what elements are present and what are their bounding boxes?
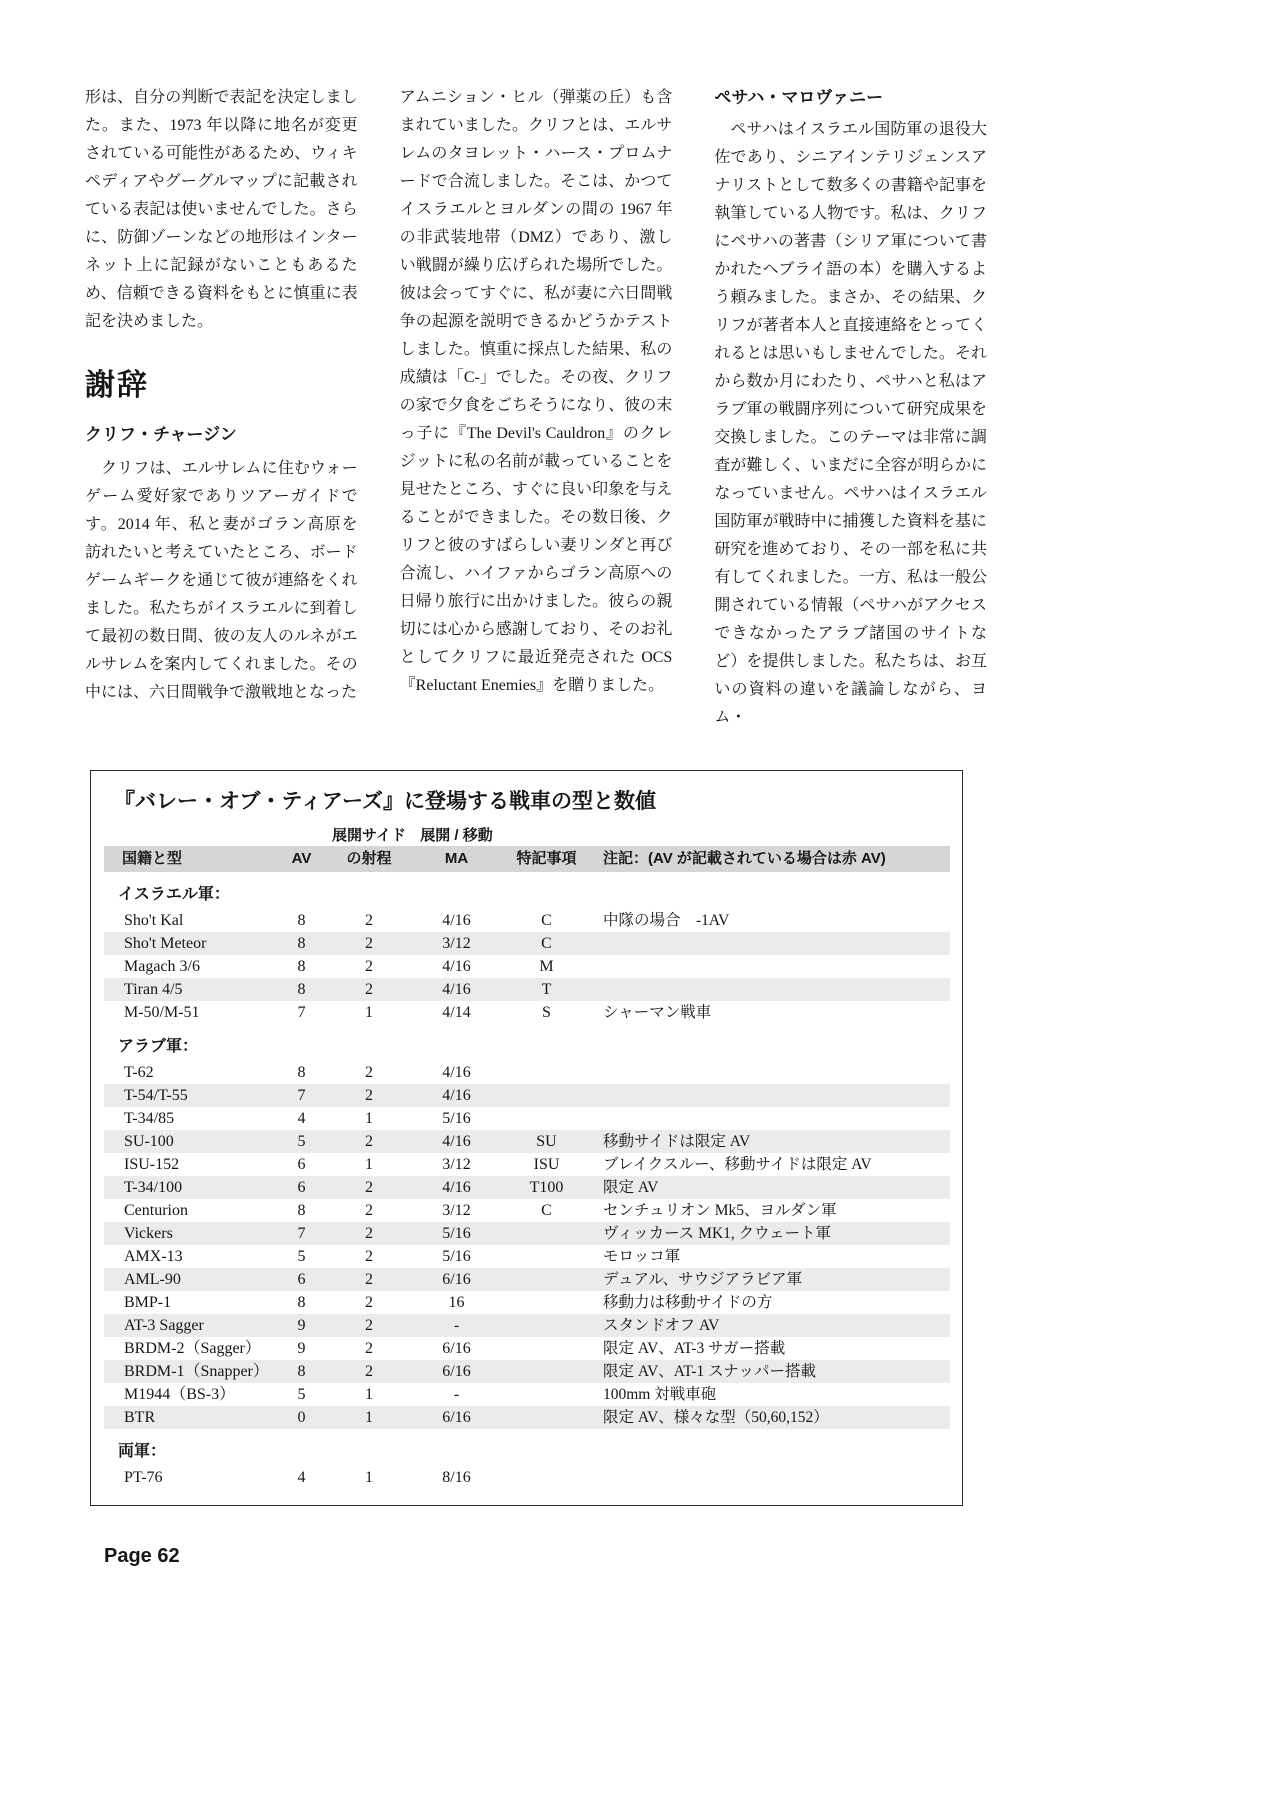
- cell-av: 5: [297, 1132, 306, 1150]
- cell-av: 8: [297, 1293, 306, 1311]
- cell-note: センチュリオン Mk5、ヨルダン軍: [603, 1201, 837, 1219]
- paragraph-pesach: ペサハはイスラエル国防軍の退役大佐であり、シニアインテリジェンスアナリストとして数多くの書籍や記事を執筆している人物です。私は、クリフにペサハの著書（シリア軍について書かれたヘブライ語の本）を購入するよう頼みました。まさか、その結果、クリフが著者本人と直接連絡をとってくれるとは思いもしませんでした。それから数か月にわたり、ペサハと私はアラブ軍の戦闘序列について研究成果を交換しました。このテーマは非常に調査が難しく、いまだに全容が明らかになっていません。ペサハはイスラエル国防軍が戦時中に捕獲した資料を基に研究を進めており、その一部を私に共有してくれました。一方、私は一般公開されている情報（ペサハがアクセスできなかったアラブ諸国のサイトなど）を提供しました。私たちは、お互いの資料の違いを議論しながら、ヨム・: [714, 121, 988, 726]
- cell-special: T: [541, 980, 552, 998]
- cell-range: 2: [365, 1339, 373, 1357]
- cell-special: [504, 1406, 589, 1429]
- cell-note: ブレイクスルー、移動サイドは限定 AV: [603, 1155, 872, 1173]
- cell-name: AT-3 Sagger: [124, 1316, 204, 1334]
- cell-ma: 4/16: [442, 1063, 471, 1081]
- header-spacer: [274, 827, 329, 846]
- article-columns: [85, 84, 987, 732]
- cell-note: [589, 978, 950, 1001]
- paragraph-cliff: クリフは、エルサレムに住むウォーゲーム愛好家でありツアーガイドです。2014 年、私と妻がゴラン高原を訪れたいと考えていたところ、ボードゲームギークを通じて彼が連絡をくれました。私たちがイスラエルに到着して最初の数日間、彼の友人のルネがエルサレムを案内してくれました。その中には、六日間戦争で激戦地となった: [85, 460, 358, 701]
- cell-note: 限定 AV、AT-3 サガー搭載: [603, 1339, 786, 1357]
- cell-ma: -: [453, 1385, 460, 1403]
- cell-ma: 16: [448, 1293, 465, 1311]
- cell-special: [504, 1360, 589, 1383]
- table-row: [104, 1199, 950, 1222]
- cell-range: 2: [365, 911, 373, 929]
- tank-stats-table: [104, 827, 950, 1489]
- cell-range: 2: [365, 1063, 373, 1081]
- cell-note: モロッコ軍: [603, 1247, 681, 1265]
- cell-av: 0: [297, 1408, 306, 1426]
- table-row: [104, 1061, 950, 1084]
- cell-range: 2: [365, 1201, 373, 1219]
- page-number: Page 62: [104, 1545, 180, 1567]
- cell-av: 5: [297, 1385, 306, 1403]
- cell-note: [589, 1466, 950, 1489]
- cell-name: AMX-13: [124, 1247, 183, 1265]
- table-row: [104, 1107, 950, 1130]
- text-column-3: [714, 84, 987, 732]
- cell-ma: 6/16: [442, 1362, 471, 1380]
- cell-ma: 5/16: [442, 1109, 471, 1127]
- table-row: [104, 1314, 950, 1337]
- cell-ma: -: [453, 1316, 460, 1334]
- table-row: [104, 1406, 950, 1429]
- cell-ma: 5/16: [442, 1224, 471, 1242]
- cell-special: T100: [529, 1178, 564, 1196]
- table-section-label-row: [104, 1429, 950, 1466]
- cell-av: 4: [297, 1468, 306, 1486]
- cell-range: 2: [365, 934, 373, 952]
- table-row: [104, 1153, 950, 1176]
- header-notes: 注記：(AV が記載されている場合は赤 AV): [589, 846, 950, 872]
- cell-note: シャーマン戦車: [603, 1003, 712, 1021]
- table-row: [104, 932, 950, 955]
- acknowledgments-heading: 謝辞: [85, 369, 149, 402]
- cell-special: [504, 1061, 589, 1084]
- cell-range: 2: [365, 1293, 373, 1311]
- cell-special: [504, 1245, 589, 1268]
- cell-name: M1944（BS-3）: [124, 1385, 236, 1403]
- cell-name: T-34/100: [124, 1178, 183, 1196]
- header-spacer: [504, 827, 589, 846]
- cell-note: [589, 1107, 950, 1130]
- cell-range: 1: [365, 1109, 373, 1127]
- section-label: イスラエル軍：: [118, 886, 230, 903]
- cell-ma: 4/16: [442, 980, 471, 998]
- cell-special: [504, 1337, 589, 1360]
- cell-name: SU-100: [124, 1132, 174, 1150]
- cell-ma: 4/16: [442, 1132, 471, 1150]
- cell-av: 8: [297, 934, 306, 952]
- cell-av: 4: [297, 1109, 306, 1127]
- section-label: 両軍：: [118, 1443, 167, 1460]
- cell-ma: 4/16: [442, 957, 471, 975]
- table-row: [104, 1337, 950, 1360]
- cell-range: 2: [365, 1270, 373, 1288]
- cell-special: [504, 1466, 589, 1489]
- cell-av: 8: [297, 957, 306, 975]
- cell-note: デュアル、サウジアラビア軍: [603, 1270, 803, 1288]
- cell-range: 2: [365, 1178, 373, 1196]
- paragraph-terrain-notation: 形は、自分の判断で表記を決定しました。また、1973 年以降に地名が変更されている可能性があるため、ウィキペディアやグーグルマップに記載されている表記は使いませんでした。さらに、防御ゾーンなどの地形はインターネット上に記録がないこともあるため、信頼できる資料をもとに慎重に表記を決めました。: [85, 89, 358, 330]
- cell-special: [504, 1222, 589, 1245]
- cell-av: 8: [297, 1362, 306, 1380]
- table-row: [104, 955, 950, 978]
- header-ma: MA: [409, 846, 504, 872]
- header-nationality-type: 国籍と型: [104, 846, 274, 872]
- cell-av: 6: [297, 1270, 306, 1288]
- cell-ma: 4/14: [442, 1003, 471, 1021]
- cell-name: Vickers: [124, 1224, 173, 1242]
- cell-range: 2: [365, 957, 373, 975]
- cell-range: 1: [365, 1155, 373, 1173]
- cell-note: 移動サイドは限定 AV: [603, 1132, 751, 1150]
- cell-range: 2: [365, 1362, 373, 1380]
- cell-range: 2: [365, 980, 373, 998]
- cell-ma: 6/16: [442, 1408, 471, 1426]
- cell-special: [504, 1107, 589, 1130]
- table-row: [104, 909, 950, 932]
- cell-note: 限定 AV、AT-1 スナッパー搭載: [603, 1362, 816, 1380]
- cell-special: ISU: [533, 1155, 560, 1173]
- cell-av: 7: [297, 1224, 306, 1242]
- table-row: [104, 1383, 950, 1406]
- table-row: [104, 1360, 950, 1383]
- cell-note: [589, 1061, 950, 1084]
- cell-special: [504, 1291, 589, 1314]
- cell-name: BMP-1: [124, 1293, 172, 1311]
- cell-special: C: [541, 911, 552, 929]
- cell-note: 移動力は移動サイドの方: [603, 1293, 773, 1311]
- cell-note: [589, 1084, 950, 1107]
- cell-name: Tiran 4/5: [124, 980, 183, 998]
- cell-name: Sho't Meteor: [124, 934, 207, 952]
- table-body: [104, 872, 950, 1489]
- cell-special: [504, 1084, 589, 1107]
- cell-special: [504, 1268, 589, 1291]
- cell-name: Centurion: [124, 1201, 188, 1219]
- cell-special: M: [539, 957, 554, 975]
- table-row: [104, 1245, 950, 1268]
- cell-av: 8: [297, 911, 306, 929]
- cell-range: 2: [365, 1086, 373, 1104]
- header-range: の射程: [329, 846, 409, 872]
- cell-name: BRDM-2（Sagger）: [124, 1339, 261, 1357]
- cell-ma: 3/12: [442, 934, 471, 952]
- cell-range: 1: [365, 1003, 373, 1021]
- cell-name: BTR: [124, 1408, 156, 1426]
- cell-name: PT-76: [124, 1468, 163, 1486]
- table-title: 『バレー・オブ・ティアーズ』に登場する戦車の型と数値: [114, 790, 657, 813]
- header-spacer: [104, 827, 274, 846]
- header-av: AV: [274, 846, 329, 872]
- table-header-row-top: [104, 827, 950, 846]
- table-row: [104, 1291, 950, 1314]
- cell-note: 限定 AV: [603, 1178, 659, 1196]
- cell-range: 1: [365, 1408, 373, 1426]
- header-deploy-move: 展開 / 移動: [420, 827, 493, 844]
- cell-name: T-62: [124, 1063, 154, 1081]
- table-row: [104, 1268, 950, 1291]
- cell-av: 5: [297, 1247, 306, 1265]
- table-row: [104, 1222, 950, 1245]
- cell-ma: 4/16: [442, 911, 471, 929]
- cell-av: 9: [297, 1316, 306, 1334]
- cell-note: [589, 932, 950, 955]
- cell-note: 限定 AV、様々な型（50,60,152）: [603, 1408, 829, 1426]
- table-section-label-row: [104, 1024, 950, 1061]
- table-row: [104, 1084, 950, 1107]
- cell-name: Magach 3/6: [124, 957, 200, 975]
- table-header-row-main: [104, 846, 950, 872]
- cell-special: SU: [536, 1132, 557, 1150]
- cell-note: スタンドオフ AV: [603, 1316, 720, 1334]
- cell-note: ヴィッカース MK1, クウェート軍: [603, 1224, 832, 1242]
- cell-name: AML-90: [124, 1270, 181, 1288]
- table-row: [104, 1466, 950, 1489]
- subheading-cliff: クリフ・チャージン: [85, 425, 237, 444]
- header-spacer: [589, 827, 950, 846]
- section-label: アラブ軍：: [118, 1038, 199, 1055]
- cell-range: 1: [365, 1468, 373, 1486]
- cell-special: [504, 1383, 589, 1406]
- table-section-label-row: [104, 872, 950, 909]
- cell-name: M-50/M-51: [124, 1003, 200, 1021]
- cell-ma: 3/12: [442, 1201, 471, 1219]
- cell-special: C: [541, 1201, 552, 1219]
- cell-range: 1: [365, 1385, 373, 1403]
- cell-range: 2: [365, 1316, 373, 1334]
- cell-range: 2: [365, 1132, 373, 1150]
- cell-ma: 8/16: [442, 1468, 471, 1486]
- cell-name: Sho't Kal: [124, 911, 184, 929]
- cell-av: 7: [297, 1003, 306, 1021]
- cell-special: C: [541, 934, 552, 952]
- cell-range: 2: [365, 1247, 373, 1265]
- table-row: [104, 1130, 950, 1153]
- tank-stats-box: [90, 770, 963, 1506]
- cell-ma: 4/16: [442, 1178, 471, 1196]
- table-row: [104, 1001, 950, 1024]
- cell-ma: 4/16: [442, 1086, 471, 1104]
- cell-special: [504, 1314, 589, 1337]
- cell-range: 2: [365, 1224, 373, 1242]
- header-special: 特記事項: [504, 846, 589, 872]
- text-column-2: [400, 84, 673, 732]
- header-deploy-side: 展開サイド: [332, 827, 406, 844]
- cell-name: BRDM-1（Snapper）: [124, 1362, 269, 1380]
- cell-ma: 6/16: [442, 1339, 471, 1357]
- cell-note: 中隊の場合 -1AV: [603, 911, 730, 929]
- cell-name: ISU-152: [124, 1155, 180, 1173]
- cell-name: T-34/85: [124, 1109, 175, 1127]
- table-row: [104, 978, 950, 1001]
- cell-av: 8: [297, 1063, 306, 1081]
- cell-av: 9: [297, 1339, 306, 1357]
- cell-special: S: [542, 1003, 551, 1021]
- cell-ma: 6/16: [442, 1270, 471, 1288]
- cell-av: 6: [297, 1155, 306, 1173]
- cell-av: 6: [297, 1178, 306, 1196]
- cell-ma: 5/16: [442, 1247, 471, 1265]
- subheading-pesach: ペサハ・マロヴァニー: [714, 88, 884, 107]
- text-column-1: [85, 84, 358, 732]
- cell-note: 100mm 対戦車砲: [603, 1385, 717, 1403]
- cell-av: 7: [297, 1086, 306, 1104]
- paragraph-cliff-continued: アムニション・ヒル（弾薬の丘）も含まれていました。クリフとは、エルサレムのタヨレット・ハース・プロムナードで合流しました。そこは、かつてイスラエルとヨルダンの間の 1967 年の非武装地帯（DMZ）であり、激しい戦闘が繰り広げられた場所でした。彼は会ってすぐに、私が妻に六日間戦争の起源を説明できるかどうかテストしました。慎重に採点した結果、私の成績は「C-」でした。その夜、クリフの家で夕食をごちそうになり、彼の末っ子に『The Devil's Cauldron』のクレジットに私の名前が載っていることを見せたところ、すぐに良い印象を与えることができました。その数日後、クリフと彼のすばらしい妻リンダと再び合流し、ハイファからゴラン高原への日帰り旅行に出かけました。彼らの親切には心から感謝しており、そのお礼としてクリフに最近発売された OCS『Reluctant Enemies』を贈りました。: [399, 89, 673, 694]
- cell-ma: 3/12: [442, 1155, 471, 1173]
- cell-av: 8: [297, 980, 306, 998]
- cell-note: [589, 955, 950, 978]
- table-row: [104, 1176, 950, 1199]
- cell-av: 8: [297, 1201, 306, 1219]
- cell-name: T-54/T-55: [124, 1086, 188, 1104]
